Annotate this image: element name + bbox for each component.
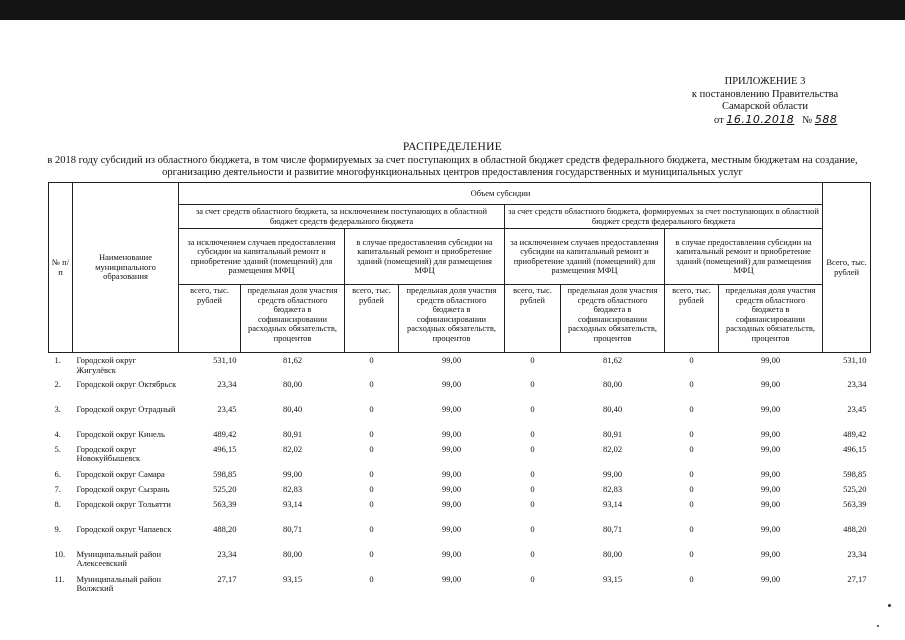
row-number: 5. — [54, 443, 61, 454]
row-cell-total: 598,85 — [843, 468, 867, 479]
row-cell-total: 496,15 — [843, 443, 867, 454]
row-municipality: Городской округ Сызрань — [76, 483, 170, 494]
header-total-1: всего, тыс. рублей — [179, 285, 241, 353]
table-row — [49, 403, 871, 428]
row-number: 1. — [54, 355, 61, 365]
header-total-3: всего, тыс. рублей — [505, 285, 561, 353]
row-cell-c7: 0 — [689, 428, 694, 439]
number-prefix: № — [802, 114, 813, 126]
row-number: 3. — [54, 403, 61, 414]
table-row — [49, 548, 871, 573]
row-cell-c6: 80,00 — [602, 548, 623, 559]
row-cell-c5: 0 — [530, 468, 535, 479]
row-cell-c5: 0 — [530, 523, 535, 534]
row-municipality: Муниципальный район Алексеевский — [76, 548, 162, 568]
row-cell-c7: 0 — [689, 548, 694, 559]
row-cell-c3: 0 — [369, 573, 374, 584]
row-cell-c1: 531,10 — [213, 355, 237, 365]
row-cell-c2: 93,14 — [282, 498, 303, 509]
row-cell-c6: 82,02 — [602, 443, 623, 454]
appendix-line-2: к постановлению Правительства — [691, 88, 839, 100]
row-cell-c2: 80,00 — [282, 378, 303, 389]
row-number: 2. — [54, 378, 61, 389]
row-cell-c2: 81,62 — [282, 355, 303, 365]
table-row — [49, 483, 871, 498]
row-cell-c1: 23,45 — [217, 403, 237, 414]
table-row — [49, 523, 871, 548]
table-row — [49, 468, 871, 483]
document-subtitle: в 2018 году субсидий из областного бюджета, в том числе формируемых за счет поступающих в областной бюджет средств федерального бюджета, местным бюджетам на создание, организацию деятельности и развитие многофункциональных центров предоставления государственных и муниципальных услуг — [47, 155, 858, 178]
row-cell-total: 23,45 — [847, 403, 867, 414]
row-cell-c2: 82,83 — [282, 483, 303, 494]
scan-speck — [877, 625, 879, 627]
row-cell-c8: 99,00 — [760, 468, 781, 479]
row-cell-total: 525,20 — [843, 483, 867, 494]
row-cell-c4: 99,00 — [441, 573, 462, 584]
header-share-2: предельная доля участия средств областного бюджета в софинансировании расходных обязательств, процентов — [399, 285, 505, 353]
header-group-regional: за счет средств областного бюджета, за исключением поступающих в областной бюджет средств федерального бюджета — [179, 205, 505, 229]
row-cell-c4: 99,00 — [441, 403, 462, 414]
row-cell-c6: 80,71 — [602, 523, 623, 534]
appendix-block — [690, 76, 840, 127]
row-cell-c1: 23,34 — [217, 378, 237, 389]
row-number: 7. — [54, 483, 61, 494]
row-cell-c4: 99,00 — [441, 483, 462, 494]
row-cell-c7: 0 — [689, 498, 694, 509]
row-municipality: Городской округ Октябрьск — [76, 378, 177, 389]
row-cell-c5: 0 — [530, 378, 535, 389]
row-number: 11. — [54, 573, 65, 584]
table-row — [49, 428, 871, 443]
header-num: № п/п — [49, 183, 73, 353]
row-cell-c2: 93,15 — [282, 573, 303, 584]
row-cell-c7: 0 — [689, 483, 694, 494]
header-share-1: предельная доля участия средств областного бюджета в софинансировании расходных обязательств, процентов — [241, 285, 345, 353]
row-cell-total: 23,34 — [847, 378, 867, 389]
row-municipality: Городской округ Отрадный — [76, 403, 176, 414]
row-municipality: Городской округ Кинель — [76, 428, 165, 439]
row-cell-c2: 80,00 — [282, 548, 303, 559]
row-cell-c7: 0 — [689, 468, 694, 479]
row-cell-c3: 0 — [369, 403, 374, 414]
row-cell-c8: 99,00 — [760, 378, 781, 389]
row-cell-c6: 80,40 — [602, 403, 623, 414]
header-total-2: всего, тыс. рублей — [345, 285, 399, 353]
row-cell-c8: 99,00 — [760, 548, 781, 559]
row-cell-c8: 99,00 — [760, 498, 781, 509]
row-cell-c2: 80,71 — [282, 523, 303, 534]
row-cell-c5: 0 — [530, 403, 535, 414]
table-row — [49, 498, 871, 523]
header-group-federal: за счет средств областного бюджета, формируемых за счет поступающих в областной бюджет средств федерального бюджета — [505, 205, 823, 229]
row-cell-total: 27,17 — [847, 573, 867, 584]
row-cell-c2: 80,91 — [282, 428, 303, 439]
row-cell-c6: 81,62 — [602, 355, 623, 365]
table-row — [49, 378, 871, 403]
row-cell-c7: 0 — [689, 523, 694, 534]
row-cell-total: 489,42 — [843, 428, 867, 439]
row-cell-c8: 99,00 — [760, 403, 781, 414]
row-cell-c4: 99,00 — [441, 468, 462, 479]
row-cell-c3: 0 — [369, 498, 374, 509]
appendix-date-line — [690, 114, 840, 128]
row-cell-c5: 0 — [530, 428, 535, 439]
row-cell-c8: 99,00 — [760, 573, 781, 584]
row-municipality: Городской округ Чапаевск — [76, 523, 172, 534]
scan-speck — [888, 604, 891, 607]
scan-top-edge — [0, 0, 905, 20]
document-title: РАСПРЕДЕЛЕНИЕ — [402, 141, 503, 153]
row-municipality: Муниципальный район Волжский — [76, 573, 162, 593]
row-cell-c4: 99,00 — [441, 378, 462, 389]
row-cell-c5: 0 — [530, 573, 535, 584]
header-regional-except: за исключением случаев предоставления субсидии на капитальный ремонт и приобретение зданий (помещений) для размещения МФЦ — [179, 229, 345, 285]
row-cell-c6: 80,91 — [602, 428, 623, 439]
row-cell-c3: 0 — [369, 523, 374, 534]
row-municipality: Городской округ Жигулёвск — [76, 355, 137, 375]
row-cell-c7: 0 — [689, 355, 694, 365]
row-number: 10. — [54, 548, 66, 559]
row-cell-c1: 488,20 — [213, 523, 237, 534]
row-cell-c5: 0 — [530, 355, 535, 365]
row-cell-c4: 99,00 — [441, 548, 462, 559]
row-municipality: Городской округ Самара — [76, 468, 165, 479]
row-cell-c6: 93,15 — [602, 573, 623, 584]
row-cell-c3: 0 — [369, 355, 374, 365]
row-cell-c5: 0 — [530, 498, 535, 509]
row-cell-c6: 99,00 — [602, 468, 623, 479]
table-row — [49, 573, 871, 598]
row-cell-c1: 23,34 — [217, 548, 237, 559]
row-cell-c7: 0 — [689, 403, 694, 414]
row-cell-c4: 99,00 — [441, 428, 462, 439]
row-cell-c4: 99,00 — [441, 443, 462, 454]
row-cell-c3: 0 — [369, 443, 374, 454]
row-cell-c8: 99,00 — [760, 355, 781, 365]
row-number: 8. — [54, 498, 61, 509]
row-cell-total: 531,10 — [843, 355, 867, 365]
row-cell-c8: 99,00 — [760, 483, 781, 494]
row-cell-c1: 598,85 — [213, 468, 237, 479]
row-cell-c3: 0 — [369, 548, 374, 559]
row-cell-c3: 0 — [369, 483, 374, 494]
row-cell-c6: 80,00 — [602, 378, 623, 389]
row-cell-c4: 99,00 — [441, 523, 462, 534]
table-row — [49, 443, 871, 468]
header-share-3: предельная доля участия средств областного бюджета в софинансировании расходных обязательств, процентов — [561, 285, 665, 353]
row-cell-c4: 99,00 — [441, 355, 462, 365]
appendix-line-3: Самарской области — [722, 101, 808, 112]
row-municipality: Городской округ Новокуйбышевск — [76, 443, 141, 463]
row-cell-c6: 82,83 — [602, 483, 623, 494]
date-prefix: от — [714, 114, 724, 126]
header-federal-except: за исключением случаев предоставления субсидии на капитальный ремонт и приобретение зданий (помещений) для размещения МФЦ — [505, 229, 665, 285]
row-cell-total: 488,20 — [843, 523, 867, 534]
appendix-title: ПРИЛОЖЕНИЕ 3 — [724, 76, 806, 87]
row-cell-c3: 0 — [369, 378, 374, 389]
row-cell-c8: 99,00 — [760, 443, 781, 454]
row-cell-total: 563,39 — [843, 498, 867, 509]
row-cell-c5: 0 — [530, 483, 535, 494]
subsidy-table — [48, 182, 871, 598]
date-value: 16.10.2018 — [726, 112, 795, 126]
number-value: 588 — [814, 112, 838, 126]
row-cell-c1: 496,15 — [213, 443, 237, 454]
header-regional-capital: в случае предоставления субсидии на капитальный ремонт и приобретение зданий (помещений) для размещения МФЦ — [345, 229, 505, 285]
header-volume: Объем субсидии — [179, 183, 823, 205]
row-cell-c8: 99,00 — [760, 428, 781, 439]
row-cell-c1: 27,17 — [217, 573, 237, 584]
row-cell-c3: 0 — [369, 428, 374, 439]
row-cell-c5: 0 — [530, 548, 535, 559]
header-grand-total: Всего, тыс. рублей — [823, 183, 871, 353]
header-federal-capital: в случае предоставления субсидии на капитальный ремонт и приобретение зданий (помещений) для размещения МФЦ — [665, 229, 823, 285]
row-cell-c4: 99,00 — [441, 498, 462, 509]
row-number: 9. — [54, 523, 61, 534]
row-cell-c7: 0 — [689, 573, 694, 584]
row-cell-c1: 489,42 — [213, 428, 237, 439]
row-cell-c1: 563,39 — [213, 498, 237, 509]
header-total-4: всего, тыс. рублей — [665, 285, 719, 353]
row-cell-c7: 0 — [689, 443, 694, 454]
row-cell-c3: 0 — [369, 468, 374, 479]
table-body — [49, 353, 871, 598]
header-name: Наименование муниципального образования — [73, 183, 179, 353]
row-number: 6. — [54, 468, 61, 479]
row-cell-total: 23,34 — [847, 548, 867, 559]
row-cell-c8: 99,00 — [760, 523, 781, 534]
row-number: 4. — [54, 428, 61, 439]
row-cell-c2: 99,00 — [282, 468, 303, 479]
row-cell-c2: 82,02 — [282, 443, 303, 454]
table-row — [49, 353, 871, 378]
row-cell-c5: 0 — [530, 443, 535, 454]
row-cell-c1: 525,20 — [213, 483, 237, 494]
row-cell-c6: 93,14 — [602, 498, 623, 509]
row-cell-c7: 0 — [689, 378, 694, 389]
header-share-4: предельная доля участия средств областного бюджета в софинансировании расходных обязательств, процентов — [719, 285, 823, 353]
row-municipality: Городской округ Тольятти — [76, 498, 171, 509]
row-cell-c2: 80,40 — [282, 403, 303, 414]
